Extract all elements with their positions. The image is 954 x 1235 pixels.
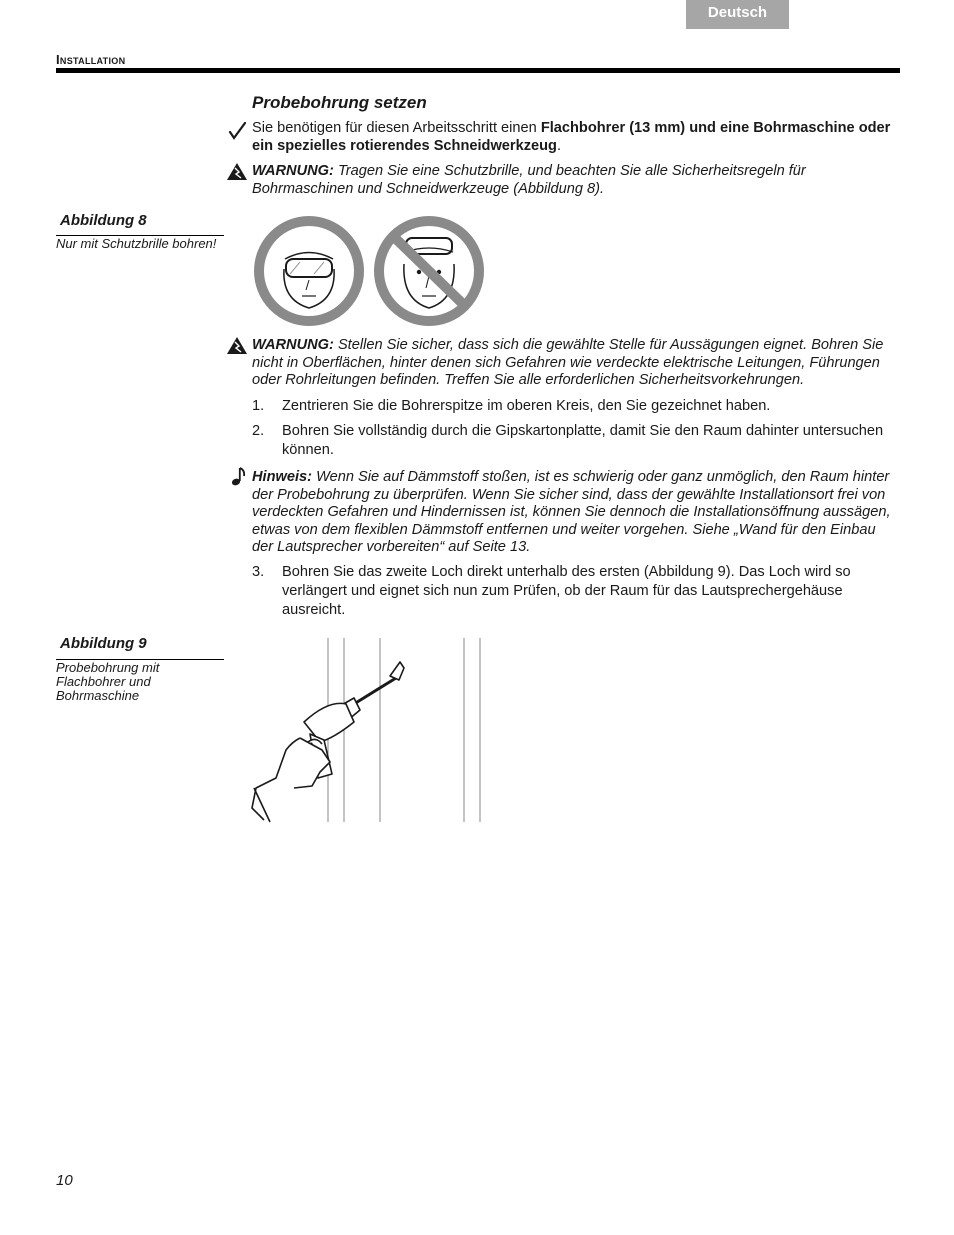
step-number: 2. — [252, 423, 265, 439]
page-number: 10 — [56, 1172, 73, 1189]
figure-8-caption: Nur mit Schutzbrille bohren! — [56, 236, 217, 251]
figure-8-illustration — [252, 214, 488, 330]
warning-2 — [252, 337, 897, 390]
step-number: 3. — [252, 564, 265, 580]
wall-stud-lines — [328, 638, 480, 822]
checkmark-icon — [226, 120, 248, 142]
figure-9-caption: Probebohrung mit Flachbohrer und Bohrmaschine — [56, 660, 160, 703]
step-number: 1. — [252, 398, 265, 414]
note-label: Hinweis: — [252, 469, 313, 485]
section-heading: Probebohrung setzen — [252, 93, 427, 112]
warning-triangle-icon — [226, 161, 248, 183]
warning-1 — [252, 163, 897, 198]
figure-8-title: Abbildung 8 — [60, 212, 147, 229]
warning-1-label: WARNUNG: — [252, 163, 334, 179]
warning-1-text: Tragen Sie eine Schutzbrille, und beachten Sie alle Sicherheitsregeln für Bohrmaschinen und Schneidwerkzeuge (Abbildung 8). — [252, 163, 806, 197]
no-goggles-prohibited-icon — [379, 221, 479, 321]
language-tab[interactable]: Deutsch — [686, 0, 789, 29]
warning-2-label: WARNUNG: — [252, 337, 334, 353]
note-text: Wenn Sie auf Dämmstoff stoßen, ist es schwierig oder ganz unmöglich, den Raum hinter der Probebohrung zu überprüfen. Wenn Sie sicher sind, dass der gewählte Installationsort frei von verdeckten Gefahren und Hindernissen ist, können Sie dennoch die Installationsöffnung aussägen, etwas von dem flexiblen Dämmstoff entfernen und weiter vorgehen. Siehe „Wand für den Einbau der Lautsprecher vorbereiten“ auf Seite 13. — [252, 469, 891, 555]
header-rule — [56, 68, 900, 73]
music-note-icon — [228, 466, 250, 488]
step-text: Bohren Sie vollständig durch die Gipskartonplatte, damit Sie den Raum dahinter untersuchen können. — [282, 423, 884, 458]
figure-9-title: Abbildung 9 — [60, 635, 147, 652]
step-text: Zentrieren Sie die Bohrerspitze im oberen Kreis, den Sie gezeichnet haben. — [282, 398, 771, 414]
goggles-required-icon — [259, 221, 359, 321]
figure-9-illustration — [250, 638, 490, 824]
requirement-text: Sie benötigen für diesen Arbeitsschritt einen Flachbohrer (13 mm) und eine Bohrmaschine oder ein spezielles rotierendes Schneidwerkzeug. — [252, 120, 891, 154]
step-text: Bohren Sie das zweite Loch direkt unterhalb des ersten (Abbildung 9). Das Loch wird so verlängert und eignet sich nun zum Prüfen, ob der Raum für das Lautsprechergehäuse ausreicht. — [282, 564, 851, 618]
note — [252, 469, 897, 557]
warning-triangle-icon — [226, 335, 248, 357]
section-label: Installation — [56, 52, 126, 67]
warning-2-text: Stellen Sie sicher, dass sich die gewählte Stelle für Aussägungen eignet. Bohren Sie nicht in Oberflächen, hinter denen sich Gefahren wie verdeckte elektrische Leitungen, Führungen oder Rohrleitungen befinden. Treffen Sie alle erforderlichen Sicherheitsvorkehrungen. — [252, 337, 884, 388]
